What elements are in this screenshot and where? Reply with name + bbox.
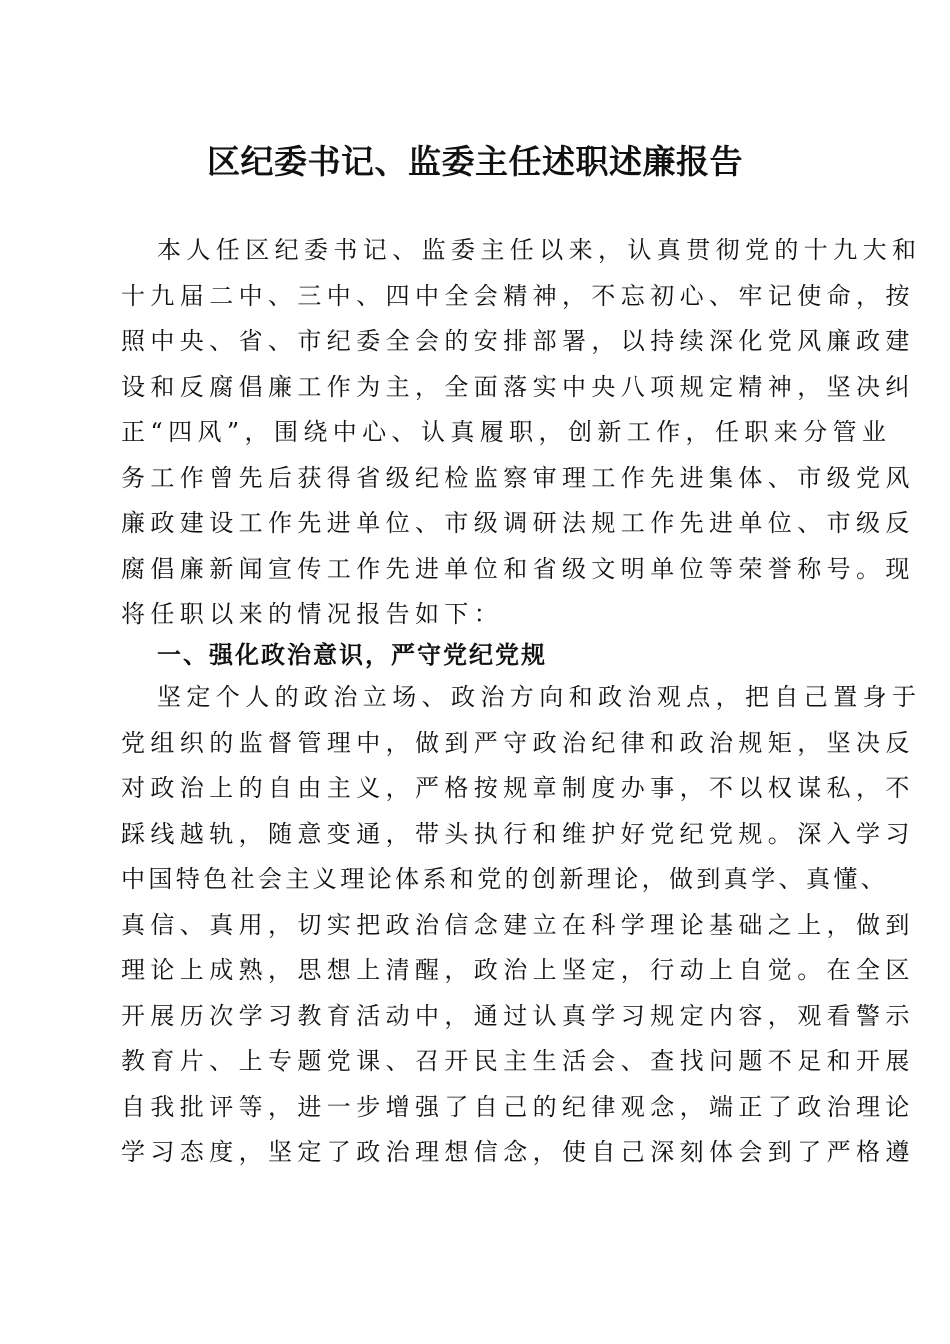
paragraph-line: 党组织的监督管理中，做到严守政治纪律和政治规矩，坚决反 [121,729,915,757]
paragraph-line: 务工作曾先后获得省级纪检监察审理工作先进集体、市级党风 [121,464,915,492]
paragraph-line: 理论上成熟，思想上清醒，政治上坚定，行动上自觉。在全区 [121,956,915,984]
paragraph-line: 将任职以来的情况报告如下： [121,600,504,628]
paragraph-line: 学习态度，坚定了政治理想信念，使自己深刻体会到了严格遵 [121,1138,915,1166]
paragraph-line: 自我批评等，进一步增强了自己的纪律观念，端正了政治理论 [121,1093,915,1121]
section-heading: 一、强化政治意识，严守党纪党规 [157,641,547,669]
paragraph-line: 廉政建设工作先进单位、市级调研法规工作先进单位、市级反 [121,509,915,537]
paragraph-line: 对政治上的自由主义，严格按规章制度办事，不以权谋私，不 [121,774,915,802]
paragraph-line: 真信、真用，切实把政治信念建立在科学理论基础之上，做到 [121,911,915,939]
paragraph-line: 教育片、上专题党课、召开民主生活会、查找问题不足和开展 [121,1047,915,1075]
paragraph-line: 坚定个人的政治立场、政治方向和政治观点，把自己置身于 [157,683,922,711]
paragraph-line: 腐倡廉新闻宣传工作先进单位和省级文明单位等荣誉称号。现 [121,555,915,583]
document-title: 区纪委书记、监委主任述职述廉报告 [207,142,743,181]
paragraph-line: 照中央、省、市纪委全会的安排部署，以持续深化党风廉政建 [121,327,915,355]
paragraph-line: 踩线越轨，随意变通，带头执行和维护好党纪党规。深入学习 [121,820,915,848]
paragraph-line: 中国特色社会主义理论体系和党的创新理论，做到真学、真懂、 [121,865,889,893]
paragraph-line: 正“四风”，围绕中心、认真履职，创新工作，任职来分管业 [121,418,892,446]
paragraph-line: 十九届二中、三中、四中全会精神，不忘初心、牢记使命，按 [121,282,915,310]
paragraph-line: 开展历次学习教育活动中，通过认真学习规定内容，观看警示 [121,1002,915,1030]
paragraph-line: 设和反腐倡廉工作为主，全面落实中央八项规定精神，坚决纠 [121,373,915,401]
paragraph-line: 本人任区纪委书记、监委主任以来，认真贯彻党的十九大和 [157,236,922,264]
